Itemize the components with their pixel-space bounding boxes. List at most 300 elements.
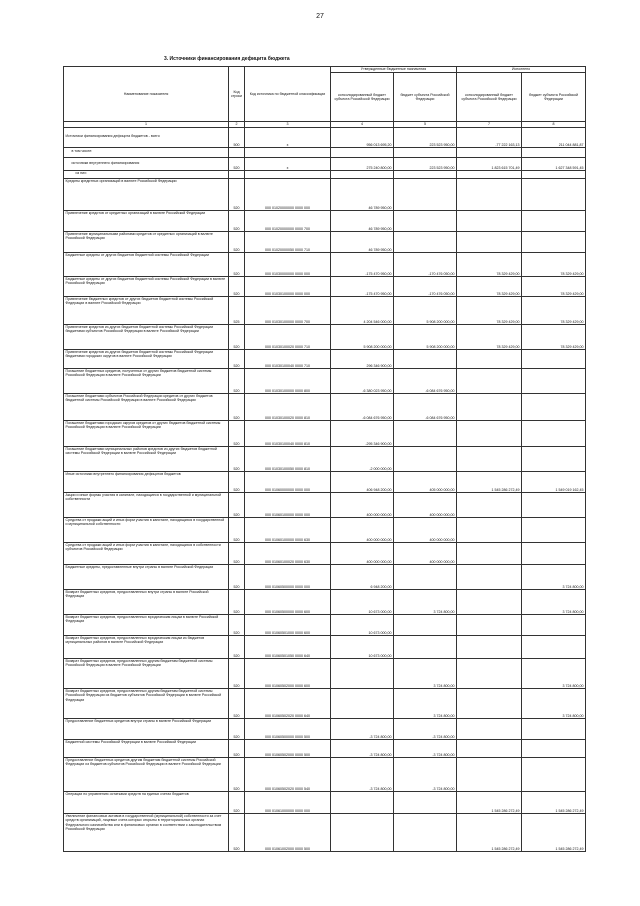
table-row [64,232,586,253]
row-code-text: 520 [233,653,240,658]
row-approved-consolidated [331,350,394,369]
header-approved-consolidated: консолидированный бюджет субъекта Российской Федерации [331,73,394,122]
row-approved-consolidated-text: 400 000 000,00 [366,537,392,542]
row-executed-consolidated [457,719,522,740]
row-approved-consolidated-text: 400 000 000,00 [366,512,392,517]
table-body [64,128,586,852]
row-source-code [245,543,331,565]
row-name-text: Привлечение бюджетных кредитов от других бюджетов бюджетной системы Российской Федерации в валюте Российской Федерации [65,297,214,306]
row-approved-consolidated-text: 10 673 000,00 [368,630,392,635]
header-executed-subject: бюджет субъекта Российской Федерации [522,73,586,122]
row-executed-consolidated [457,758,522,792]
row-name [64,590,229,615]
row-approved-consolidated [331,565,394,590]
row-executed-subject-text: 78 329 429,00 [560,319,584,324]
row-name-text: Привлечение кредитов из других бюджетов бюджетной системы Российской Федерации бюджетами субъектов Российской Федерации в валюте Российской Федерации [65,325,214,334]
row-code-text: 520 [233,584,240,589]
row-code-text: 520 [233,441,240,446]
row-source-code [245,369,331,394]
row-approved-consolidated [331,158,394,171]
row-source-code-text: 000 01060502000 0000 500 [265,752,310,757]
table-row [64,394,586,421]
row-executed-subject [522,814,586,852]
row-approved-consolidated [331,211,394,232]
row-executed-subject-text: 211 044 881,87 [558,142,584,147]
row-executed-subject-text: 1 627 348 591,45 [555,165,584,170]
row-code [229,758,245,792]
table-row [64,543,586,565]
row-name [64,659,229,689]
row-executed-consolidated [457,543,522,565]
row-approved-consolidated [331,325,394,350]
row-approved-subject [394,179,457,211]
row-source-code-text: 000 01030100020 0000 710 [265,344,310,349]
row-name-text: Погашение бюджетами городских округов кредитов от других бюджетов бюджетной системы Российской Федерации в валюте Российской Федерации [65,421,221,430]
row-name-text: Бюджетные кредиты от других бюджетов бюджетной системы Российской Федерации [65,253,210,257]
row-executed-consolidated [457,232,522,253]
row-approved-subject [394,297,457,325]
row-name [64,369,229,394]
row-code [229,277,245,297]
row-executed-consolidated [457,179,522,211]
row-executed-consolidated-text: 78 329 429,00 [496,291,520,296]
row-executed-subject [522,211,586,232]
row-approved-consolidated [331,740,394,758]
row-executed-consolidated [457,158,522,171]
row-source-code-text: 000 01060500000 0000 500 [265,734,310,739]
row-name-text: Привлечение кредитов из других бюджетов бюджетной системы Российской Федерации бюджетами городских округов в валюте Российской Федерации [65,350,214,359]
table-row [64,689,586,719]
row-name [64,565,229,590]
row-source-code-text: 000 01060500000 0000 600 [265,609,310,614]
row-name-text: Погашение бюджетных кредитов, полученных от других бюджетов бюджетной системы Российской Федерации в валюте Российской Федерации [65,369,212,378]
row-executed-subject-text: 3 724 800,00 [562,609,584,614]
section-title: 3. Источники финансирования дефицита бюджета [164,56,290,62]
row-name [64,350,229,369]
row-executed-consolidated [457,615,522,636]
row-code-text: 520 [233,630,240,635]
row-approved-subject [394,740,457,758]
header-executed-consolidated: консолидированный бюджет субъекта Российской Федерации [457,73,522,122]
header-name: Наименование показателя [64,67,229,122]
row-executed-consolidated-text: 78 329 429,00 [496,271,520,276]
column-number: 2 [229,122,245,128]
table-row [64,369,586,394]
row-executed-consolidated-text: -77 222 163,13 [495,142,520,147]
row-executed-subject [522,740,586,758]
row-name [64,814,229,852]
row-name-text: Предоставление бюджетных кредитов другим бюджетам бюджетной системы Российской Федерации из бюджетов субъектов Российской Федерации в валюте Российской Федерации [65,758,221,767]
row-approved-consolidated-text: 4 204 546 000,00 [363,319,392,324]
row-approved-consolidated-text: 46 789 950,00 [368,226,392,231]
table-row [64,518,586,543]
row-source-code [245,493,331,518]
row-approved-subject [394,792,457,814]
row-approved-subject-text: 3 724 800,00 [433,683,455,688]
row-name-text: Увеличение финансовых активов в государственной (муниципальной) собственности за счет средств организаций, лицевые счета которых открыты в территориальных органах Федерального казначейства или в финансовых органах в соответствии с законодательством Российской Федерации [65,814,222,831]
row-name [64,277,229,297]
row-source-code [245,740,331,758]
row-approved-consolidated [331,394,394,421]
row-executed-consolidated [457,350,522,369]
column-number: 1 [64,122,229,128]
table-row [64,447,586,472]
row-source-code-text: 000 01061002000 0000 500 [265,846,310,851]
row-approved-consolidated-text: -6 380 023 950,00 [362,388,392,393]
row-approved-subject-text: 400 000 000,00 [429,559,455,564]
column-number: 4 [331,122,394,128]
row-approved-consolidated-text: 956 013 695,20 [366,142,392,147]
row-approved-consolidated [331,659,394,689]
row-source-code-text: 000 01030100000 0000 800 [265,388,310,393]
row-approved-consolidated-text: -3 724 800,00 [369,752,392,757]
row-approved-subject [394,543,457,565]
row-source-code-text: x [286,165,289,170]
row-approved-consolidated [331,590,394,615]
row-approved-subject-text: -3 724 800,00 [432,752,455,757]
row-executed-consolidated [457,565,522,590]
row-code-text: 520 [233,683,240,688]
row-approved-subject [394,369,457,394]
row-executed-consolidated [457,659,522,689]
row-approved-consolidated-text: -2 000 000,00 [369,466,392,471]
row-approved-subject [394,128,457,148]
row-executed-consolidated [457,740,522,758]
row-approved-consolidated [331,232,394,253]
row-code-text: 520 [233,165,240,170]
row-source-code [245,719,331,740]
row-executed-consolidated [457,689,522,719]
row-name-text: Возврат бюджетных кредитов, предоставленных другим бюджетам бюджетной системы Российской Федерации в валюте Российской Федерации [65,659,213,668]
header-approved-group: Утвержденные бюджетные назначения [331,67,457,73]
row-code [229,590,245,615]
row-name-text: Возврат бюджетных кредитов, предоставленных другим бюджетам бюджетной системы Российской Федерации из бюджетов субъектов Российской Федерации в валюте Российской Федерации [65,689,222,702]
row-name-text: Иные источники внутреннего финансирования дефицитов бюджетов [65,472,181,476]
row-approved-consolidated [331,447,394,472]
row-approved-subject [394,158,457,171]
table-row [64,211,586,232]
row-name [64,472,229,493]
row-executed-subject [522,179,586,211]
row-executed-subject [522,297,586,325]
table-row [64,171,586,179]
row-approved-consolidated-text: -175 470 950,00 [365,291,392,296]
row-code-text: 520 [233,808,240,813]
table-row [64,792,586,814]
row-approved-subject [394,719,457,740]
row-approved-consolidated-text: 46 789 950,00 [368,247,392,252]
table-row [64,277,586,297]
row-approved-subject [394,148,457,158]
row-source-code-text: 000 01060000000 0000 000 [265,487,310,492]
row-code [229,148,245,158]
row-name [64,740,229,758]
row-name [64,171,229,179]
row-executed-consolidated-text: 1 545 286 272,49 [491,487,520,492]
row-executed-consolidated-text: 1 545 286 272,49 [491,808,520,813]
row-approved-subject-text: -6 084 676 950,00 [425,388,455,393]
row-source-code-text: 000 01060502020 0000 640 [265,713,310,718]
row-source-code [245,814,331,852]
row-approved-consolidated [331,814,394,852]
table-row [64,179,586,211]
row-approved-subject [394,232,457,253]
row-executed-subject [522,689,586,719]
row-approved-subject [394,472,457,493]
row-executed-consolidated [457,518,522,543]
row-code [229,615,245,636]
table-row [64,493,586,518]
row-source-code [245,758,331,792]
row-code-text: 520 [233,786,240,791]
row-executed-consolidated [457,297,522,325]
row-code-text: 520 [233,846,240,851]
row-approved-subject-text: -170 476 050,00 [428,271,455,276]
row-approved-subject-text: 3 724 800,00 [433,713,455,718]
row-executed-subject [522,277,586,297]
sources-table [63,66,586,852]
table-row [64,297,586,325]
row-code-text: 520 [233,734,240,739]
sources-table-wrapper [63,66,585,852]
row-approved-subject [394,421,457,447]
header-source: Код источника по бюджетной классификации [245,67,331,122]
row-approved-subject-text: 400 000 000,00 [429,512,455,517]
row-approved-consolidated [331,792,394,814]
row-name-text: Возврат бюджетных кредитов, предоставленных юридическим лицам в валюте Российской Федерации [65,615,219,624]
row-executed-subject [522,792,586,814]
row-source-code-text: 000 01020000000 0000 000 [265,205,310,210]
row-approved-consolidated [331,719,394,740]
table-row [64,128,586,148]
row-name [64,636,229,659]
row-source-code-text: 000 01030100000 0000 700 [265,319,310,324]
row-source-code [245,615,331,636]
row-approved-consolidated-text: 10 673 000,00 [368,653,392,658]
row-executed-consolidated [457,814,522,852]
row-approved-consolidated [331,543,394,565]
page-number: 27 [316,13,324,20]
row-source-code [245,472,331,493]
row-approved-consolidated-text: 6 948 200,00 [370,584,392,589]
row-approved-consolidated-text: -295 346 900,00 [365,441,392,446]
row-name-text: из них: [75,171,87,176]
row-source-code-text: 000 01061000000 0000 000 [265,808,310,813]
row-code [229,543,245,565]
row-approved-consolidated [331,421,394,447]
table-row [64,421,586,447]
row-source-code-text: 000 01030000000 0000 000 [265,271,310,276]
row-executed-subject-text: 1 549 019 162,45 [555,487,584,492]
row-code [229,179,245,211]
row-name [64,128,229,148]
row-code-text: 520 [233,713,240,718]
row-code-text: 520 [233,388,240,393]
row-executed-subject [522,158,586,171]
row-executed-subject [522,543,586,565]
row-executed-subject [522,350,586,369]
row-name [64,689,229,719]
row-code [229,369,245,394]
row-approved-consolidated-text: 400 000 000,00 [366,559,392,564]
row-executed-subject-text: 3 724 800,00 [562,713,584,718]
row-approved-consolidated-text: -3 724 800,00 [369,734,392,739]
row-source-code [245,171,331,179]
row-source-code-text: 000 01030100000 0000 000 [265,291,310,296]
row-code-text: 520 [233,247,240,252]
table-row [64,253,586,277]
row-code-text: 520 [233,363,240,368]
row-code [229,128,245,148]
row-source-code-text: 000 01060502020 0000 540 [265,786,310,791]
row-source-code-text: 000 01060501050 0000 640 [265,653,310,658]
row-name-text: Кредиты кредитных организаций в валюте Российской Федерации [65,179,177,183]
header-approved-subject: бюджет субъекта Российской Федерации [394,73,457,122]
row-code-text: 520 [233,512,240,517]
row-name [64,758,229,792]
row-executed-consolidated [457,148,522,158]
row-source-code-text: x [286,142,289,147]
row-executed-subject [522,472,586,493]
row-name [64,179,229,211]
row-code-text: 520 [233,205,240,210]
row-approved-subject-text: -6 084 676 950,00 [425,415,455,420]
row-executed-consolidated [457,636,522,659]
row-code [229,325,245,350]
row-executed-subject-text: 78 329 429,00 [560,291,584,296]
row-name-text: Привлечение кредитов от кредитных организаций в валюте Российской Федерации [65,211,206,215]
row-source-code-text: 000 01020000000 0000 700 [265,226,310,231]
row-source-code [245,158,331,171]
row-approved-subject [394,394,457,421]
row-executed-subject [522,421,586,447]
row-approved-consolidated-text: 46 789 950,00 [368,205,392,210]
row-code [229,297,245,325]
row-approved-subject-text: 400 000 000,00 [429,537,455,542]
row-approved-consolidated [331,758,394,792]
row-executed-subject [522,565,586,590]
row-executed-subject-text: 3 724 800,00 [562,584,584,589]
row-code-text: 520 [233,609,240,614]
row-code [229,350,245,369]
row-source-code [245,421,331,447]
row-approved-subject-text: 5 908 200 000,00 [426,344,455,349]
row-approved-consolidated [331,179,394,211]
row-executed-subject-text: 78 329 429,00 [560,344,584,349]
row-approved-consolidated-text: -6 084 676 950,00 [362,415,392,420]
table-row [64,148,586,158]
table-row [64,158,586,171]
row-approved-consolidated-text: -3 724 800,00 [369,786,392,791]
row-code-text: 520 [233,415,240,420]
row-source-code [245,590,331,615]
table-row [64,615,586,636]
row-name [64,211,229,232]
row-approved-subject [394,493,457,518]
row-executed-subject [522,659,586,689]
row-name-text: Бюджетные кредиты от других бюджетов бюджетной системы Российской Федерации в валюте Российской Федерации [65,277,226,286]
row-source-code [245,447,331,472]
row-approved-consolidated-text: 296 346 900,00 [366,363,392,368]
row-approved-subject [394,325,457,350]
table-row [64,636,586,659]
row-name [64,792,229,814]
row-name [64,447,229,472]
row-source-code [245,394,331,421]
row-source-code [245,659,331,689]
row-approved-consolidated [331,148,394,158]
row-executed-consolidated [457,253,522,277]
row-source-code [245,565,331,590]
row-source-code-text: 000 01030100040 0000 710 [265,363,310,368]
row-approved-consolidated [331,128,394,148]
table-row [64,472,586,493]
row-code [229,814,245,852]
table-row [64,565,586,590]
row-approved-subject [394,447,457,472]
row-approved-subject [394,590,457,615]
row-name-text: Источники финансирования дефицита бюджетов - всего [65,134,160,139]
row-code [229,719,245,740]
row-approved-subject [394,615,457,636]
row-source-code-text: 000 01030100020 0000 810 [265,415,310,420]
row-source-code [245,325,331,350]
row-executed-consolidated [457,493,522,518]
row-code [229,421,245,447]
row-source-code [245,179,331,211]
row-executed-consolidated [457,792,522,814]
row-name [64,615,229,636]
row-approved-consolidated [331,369,394,394]
column-number: 7 [457,122,522,128]
row-source-code [245,128,331,148]
row-approved-subject [394,253,457,277]
row-approved-consolidated-text: 275 240 800,00 [366,165,392,170]
row-executed-subject [522,369,586,394]
row-approved-consolidated-text: 406 948 200,00 [366,487,392,492]
row-source-code [245,350,331,369]
row-source-code-text: 000 01060100000 0000 630 [265,537,310,542]
row-executed-subject [522,394,586,421]
table-row [64,325,586,350]
row-source-code [245,232,331,253]
row-executed-consolidated [457,211,522,232]
row-name [64,148,229,158]
row-approved-subject-text: -3 724 800,00 [432,786,455,791]
row-approved-subject [394,211,457,232]
row-code-text: 520 [233,487,240,492]
row-executed-consolidated [457,325,522,350]
row-approved-consolidated [331,253,394,277]
row-code-text: 520 [233,271,240,276]
row-executed-subject [522,148,586,158]
table-row [64,719,586,740]
row-executed-consolidated [457,472,522,493]
row-executed-subject [522,493,586,518]
row-code [229,447,245,472]
row-code-text: 520 [233,559,240,564]
row-approved-subject [394,689,457,719]
row-executed-consolidated [457,277,522,297]
row-name [64,394,229,421]
row-name-text: Возврат бюджетных кредитов, предоставленных внутри страны в валюте Российской Федерации [65,590,209,599]
row-name-text: Бюджетные кредиты, предоставленные внутри страны в валюте Российской Федерации [65,565,214,569]
row-name [64,232,229,253]
row-name [64,421,229,447]
row-source-code [245,518,331,543]
row-approved-subject [394,565,457,590]
row-name-text: Погашение бюджетами муниципальных районов кредитов из других бюджетов бюджетной системы Российской Федерации в валюте Российской Федерации [65,447,217,456]
